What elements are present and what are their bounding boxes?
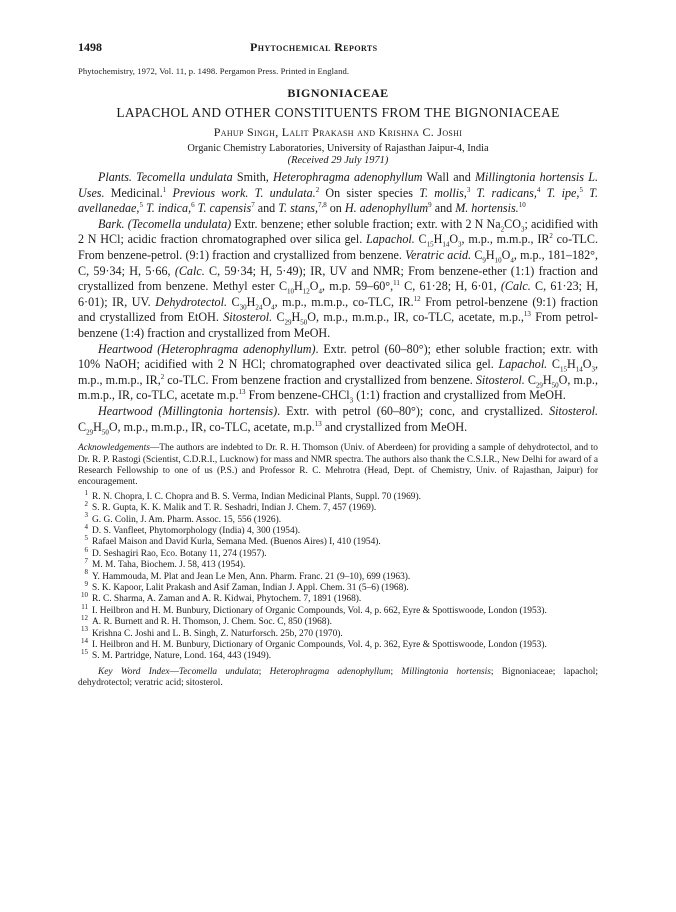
reference-item: 5 Rafael Maison and David Kurla, Semana Med. (Buenos Aires) I, 410 (1954). bbox=[84, 534, 381, 548]
paper-page bbox=[78, 40, 598, 690]
reference-item: 7 M. M. Taha, Biochem. J. 58, 413 (1954). bbox=[84, 557, 246, 571]
acknowledgements bbox=[78, 443, 598, 489]
reference-item: 8 Y. Hammouda, M. Plat and Jean Le Men, Ann. Pharm. Franc. 21 (9–10), 699 (1963). bbox=[84, 568, 411, 582]
citation-line: Phytochemistry, 1972, Vol. 11, p. 1498. Pergamon Press. Printed in England. bbox=[78, 66, 350, 76]
affiliation: Organic Chemistry Laboratories, University of Rajasthan Jaipur-4, India bbox=[187, 143, 489, 154]
reference-item: 12 A. R. Burnett and R. H. Thomson, J. Chem. Soc. C, 850 (1968). bbox=[81, 614, 332, 628]
reference-item: 13 Krishna C. Joshi and L. B. Singh, Z. Naturforsch. 25b, 270 (1970). bbox=[81, 625, 343, 639]
reference-item: 10 R. C. Sharma, A. Zaman and A. R. Kidwai, Phytochem. 7, 1891 (1968). bbox=[81, 591, 362, 605]
paragraph-bark: Bark. (Tecomella undulata) Extr. benzene; ether soluble fraction; extr. with 2 N $Na_2CO_3$; acidified with 2 N HCl; acidic fraction chromatographed over silica gel. Lapachol. $C_{15}H_{14}O_3$, m.p., m.m.p., $IR^2$ co-TLC. From benzene-petrol. (9:1) fraction and crystallized from benzene. Veratric acid. $C_9H_{10}O_4$, m.p., 181–182°, C, 59·34; H, 5·66, (Calc. C, 59·34; H, 5·49); IR, UV and NMR; From benzene-ether (1:1) fraction and crystallized from benzene. Methyl ester $C_{10}H_{12}O_4$, m.p. 59–60°,$^{11}$ C, 61·28; H, 6·01, (Calc. C, 61·23; H, 6·01); IR, UV. Dehydrotectol. $C_{30}H_{24}O_4$, m.p., m.m.p., co-TLC, IR.$^{12}$ From petrol-benzene (9:1) fraction and crystallized from EtOH. Sitosterol. $C_{29}H_{50}O$, m.p., m.m.p., IR, co-TLC, acetate, m.p.,$^{13}$ From petrol-benzene (1:4) fraction and crystallized from MeOH. bbox=[78, 216, 598, 340]
reference-item: 9 S. K. Kapoor, Lalit Prakash and Asif Zaman, Indian J. Appl. Chem. 31 (5–6) (1968). bbox=[84, 579, 409, 593]
reference-item: 4 D. S. Vanfleet, Phytomorphology (India) 4, 300 (1954). bbox=[84, 522, 301, 536]
acknowledgements-heading: Acknowledgements bbox=[78, 443, 150, 454]
running-head bbox=[78, 40, 598, 56]
paragraph-heartwood-heterophragma: Heartwood (Heterophragma adenophyllum). Extr. petrol (60–80°); ether soluble fraction; extr. with 10% NaOH; acidified with 2 N HCl; chromatographed over deactivated silica gel. Lapachol. $C_{15}H_{14}O_3$, m.p., m.m.p., IR,$^2$ co-TLC. From benzene fraction and crystallized from benzene. Sitosterol. $C_{29}H_{50}O$, m.p., m.m.p., IR, co-TLC, acetate m.p.$^{13}$ From benzene-CHCl$_3$ (1:1) fraction and crystallized from MeOH. bbox=[78, 341, 599, 405]
page-number: 1498 bbox=[78, 40, 102, 54]
references-list bbox=[78, 488, 598, 663]
paper-title: LAPACHOL AND OTHER CONSTITUENTS FROM THE BIGNONIACEAE bbox=[116, 105, 560, 120]
reference-item: 2 S. R. Gupta, K. K. Malik and T. R. Seshadri, Indian J. Chem. 7, 457 (1969). bbox=[84, 500, 377, 514]
journal-title: Phytochemical Reports bbox=[250, 40, 378, 54]
reference-item: 15 S. M. Partridge, Nature, Lond. 164, 443 (1949). bbox=[81, 648, 272, 662]
family-heading: BIGNONIACEAE bbox=[287, 86, 389, 100]
key-word-index: Key Word Index—Tecomella undulata; Heterophragma adenophyllum; Millingtonia hortensis; Bignoniaceae; lapachol; dehydrotectol; veratric acid; sitosterol. bbox=[78, 666, 599, 689]
reference-item: 1 R. N. Chopra, I. C. Chopra and B. S. Verma, Indian Medicinal Plants, Suppl. 70 (1969). bbox=[84, 488, 421, 502]
acknowledgements-text: —The authors are indebted to Dr. R. H. Thomson (Univ. of Aberdeen) for providing a sample of dehydrotectol, and to Dr. R. P. Rastogi (Scientist, C.D.R.I., Lucknow) for mass and NMR spectra. The authors also thank the C.S.I.R., New Delhi for award of a Research Fellowship to one of us (P.S.) and Professor R. C. Mehrotra (Head, Dept. of Chemistry, Univ. of Rajasthan, Jaipur) for encouragement. bbox=[78, 443, 598, 488]
received-date: (Received 29 July 1971) bbox=[287, 155, 389, 166]
reference-item: 11 I. Heilbron and H. M. Bunbury, Dictionary of Organic Compounds, Vol. 4, p. 662, Eyre & Spottiswoode, London (1953). bbox=[81, 602, 547, 616]
paragraph-heartwood-millingtonia: Heartwood (Millingtonia hortensis). Extr. with petrol (60–80°); conc, and crystallized. Sitosterol. $C_{29}H_{50}O$, m.p., m.m.p., IR, co-TLC, acetate, m.p.$^{13}$ and crystallized from MeOH. bbox=[78, 403, 598, 436]
reference-item: 3 G. G. Colin, J. Am. Pharm. Assoc. 15, 556 (1926). bbox=[84, 511, 282, 525]
reference-item: 14 I. Heilbron and H. M. Bunbury, Dictionary of Organic Compounds, Vol. 4, p. 362, Eyre & Spottiswoode, London (1953). bbox=[81, 636, 547, 650]
authors: Pahup Singh, Lalit Prakash and Krishna C. Joshi bbox=[213, 125, 463, 139]
reference-item: 6 D. Seshagiri Rao, Eco. Botany 11, 274 (1957). bbox=[84, 545, 267, 559]
body-text bbox=[78, 170, 598, 435]
paragraph-plants: Plants. Tecomella undulata Smith, Heterophragma adenophyllum Wall and Millingtonia hortensis L. Uses. Medicinal.$^1$ Previous work. T. undulata.$^2$ On sister species T. mollis,$^3$ T. radicans,$^4$ T. ipe,$^5$ T. avellanedae,$^5$ T. indica,$^6$ T. capensis$^7$ and T. stans,$^{7,8}$ on H. adenophyllum$^9$ and M. hortensis.$^{10}$ bbox=[78, 170, 598, 216]
